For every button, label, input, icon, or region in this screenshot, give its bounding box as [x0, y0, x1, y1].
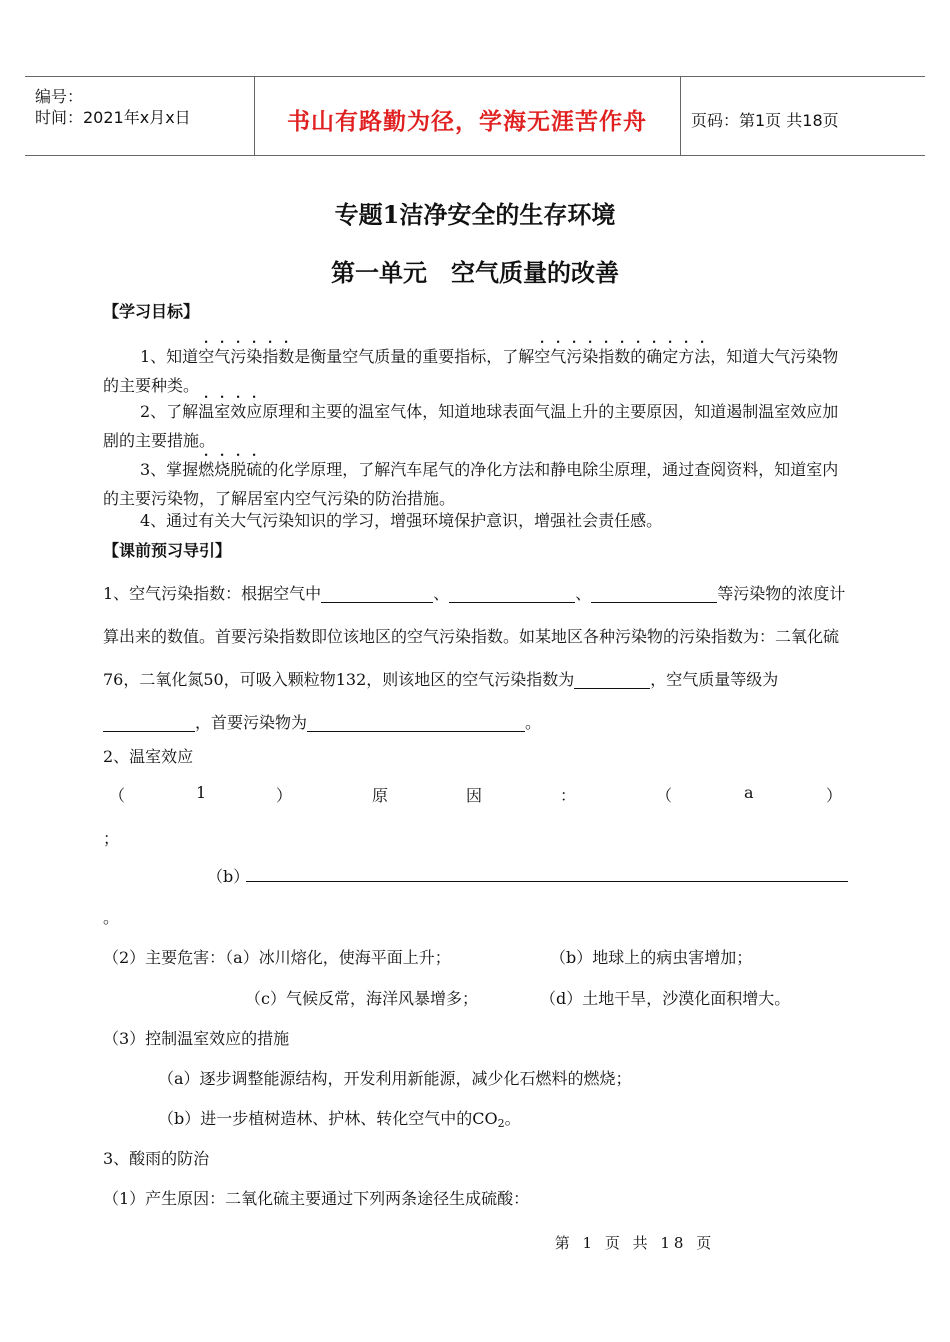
question-3-title: 3、酸雨的防治	[103, 1149, 210, 1168]
header-motto: 书山有路勤为径，学海无涯苦作舟	[287, 108, 647, 135]
q2-control-a: （a）逐步调整能源结构，开发利用新能源，减少化石燃料的燃烧；	[158, 1069, 632, 1088]
subscript: 2	[497, 1117, 505, 1130]
text-run: ，空气质量等级为	[650, 670, 779, 689]
header-page-info: 页码：第1页 共18页	[691, 111, 839, 130]
text-run: ，知道大气污染物的主要种类。	[103, 347, 839, 395]
text-run: 2、了解	[140, 402, 199, 421]
objective-1	[103, 338, 848, 400]
emphasis-text: 空气污染指数的确定方法	[534, 347, 711, 366]
fill-blank[interactable]	[591, 584, 717, 603]
objective-3	[103, 451, 848, 513]
q3-cause: （1）产生原因：二氧化硫主要通过下列两条途径生成硫酸：	[103, 1189, 530, 1208]
preview-heading: 【课前预习导引】	[103, 541, 232, 560]
fill-blank[interactable]	[574, 670, 650, 689]
doc-code-label: 编号：	[35, 87, 84, 106]
text-run: 、	[575, 584, 592, 603]
header-table	[25, 76, 925, 156]
fill-blank[interactable]	[321, 584, 433, 603]
fill-blank[interactable]	[103, 713, 195, 732]
q2-harm-a: （2）主要危害：（a）冰川熔化，使海平面上升；	[103, 948, 451, 967]
q2-cause-char: ：	[560, 786, 577, 805]
q2-harm-d: （d）土地干旱，沙漠化面积增大。	[540, 989, 791, 1008]
q2-harm-b: （b）地球上的病虫害增加；	[550, 948, 753, 967]
text-run: 是衡量空气质量的重要指标，了解	[294, 347, 535, 366]
fill-blank[interactable]	[307, 713, 525, 732]
q2-cause-char: a	[744, 783, 754, 802]
q2-control-title: （3）控制温室效应的措施	[103, 1029, 290, 1048]
q2-cause-char: （	[656, 786, 673, 805]
page-subtitle: 第一单元 空气质量的改善	[331, 258, 619, 287]
objective-2	[103, 393, 848, 455]
question-1	[103, 572, 848, 744]
page-footer: 第 1 页 共 18 页	[554, 1234, 716, 1252]
q2-harm-c: （c）气候反常，海洋风暴增多；	[245, 989, 478, 1008]
text-run: 的化学原理，了解汽车尾气的净化方法和静电除尘原理，通过查阅资料，知道室内的主要污染物，了解居室内空气污染的防治措施。	[103, 460, 839, 508]
emphasis-text: 温室效应	[198, 402, 263, 421]
text-run: 原理和主要的温室气体，知道地球表面气温上升的主要原因，知道遏制温室效应加剧的主要措施。	[103, 402, 839, 450]
fill-blank[interactable]	[246, 881, 848, 882]
q2-cause-char: ）	[826, 786, 843, 805]
text-run: 1、知道	[140, 347, 199, 366]
header-divider	[680, 77, 681, 155]
text-run: 1、空气污染指数：根据空气中	[103, 584, 322, 603]
q2-semicolon: ；	[103, 829, 120, 848]
text-run: 。	[525, 713, 542, 732]
q2-cause-char: ）	[276, 786, 293, 805]
text-run: 等污染物的浓度计算出来的数值。首要污染指数即位该地区的空气污染指数。如某地区各种污染物的污染指数为：二氧化硫76，二氧化氮50，可吸入颗粒物132，则该地区的空气污染指数为	[103, 584, 846, 689]
objectives-heading: 【学习目标】	[103, 302, 200, 321]
question-2-title: 2、温室效应	[103, 747, 194, 766]
q2-cause-char: 1	[196, 783, 207, 802]
doc-time-label: 时间：2021年x月x日	[35, 108, 191, 127]
text-run: 3、掌握	[140, 460, 199, 479]
fill-blank[interactable]	[449, 584, 575, 603]
q2-cause-char: 原	[372, 786, 389, 805]
page-title: 专题1洁净安全的生存环境	[334, 200, 616, 229]
text-run: ，首要污染物为	[195, 713, 308, 732]
q2-period: 。	[103, 908, 120, 927]
q2-control-b	[158, 1106, 521, 1130]
text-run: 、	[433, 584, 450, 603]
q2-cause-char: （	[109, 786, 126, 805]
objective-4: 4、通过有关大气污染知识的学习，增强环境保护意识，增强社会责任感。	[140, 511, 663, 530]
text-run: 。	[504, 1109, 521, 1128]
q2-b-label: （b）	[207, 867, 250, 886]
emphasis-text: 燃烧脱硫	[198, 460, 263, 479]
emphasis-text: 空气污染指数	[198, 347, 295, 366]
q2-cause-char: 因	[466, 786, 483, 805]
text-run: （b）进一步植树造林、护林、转化空气中的CO	[158, 1109, 498, 1128]
